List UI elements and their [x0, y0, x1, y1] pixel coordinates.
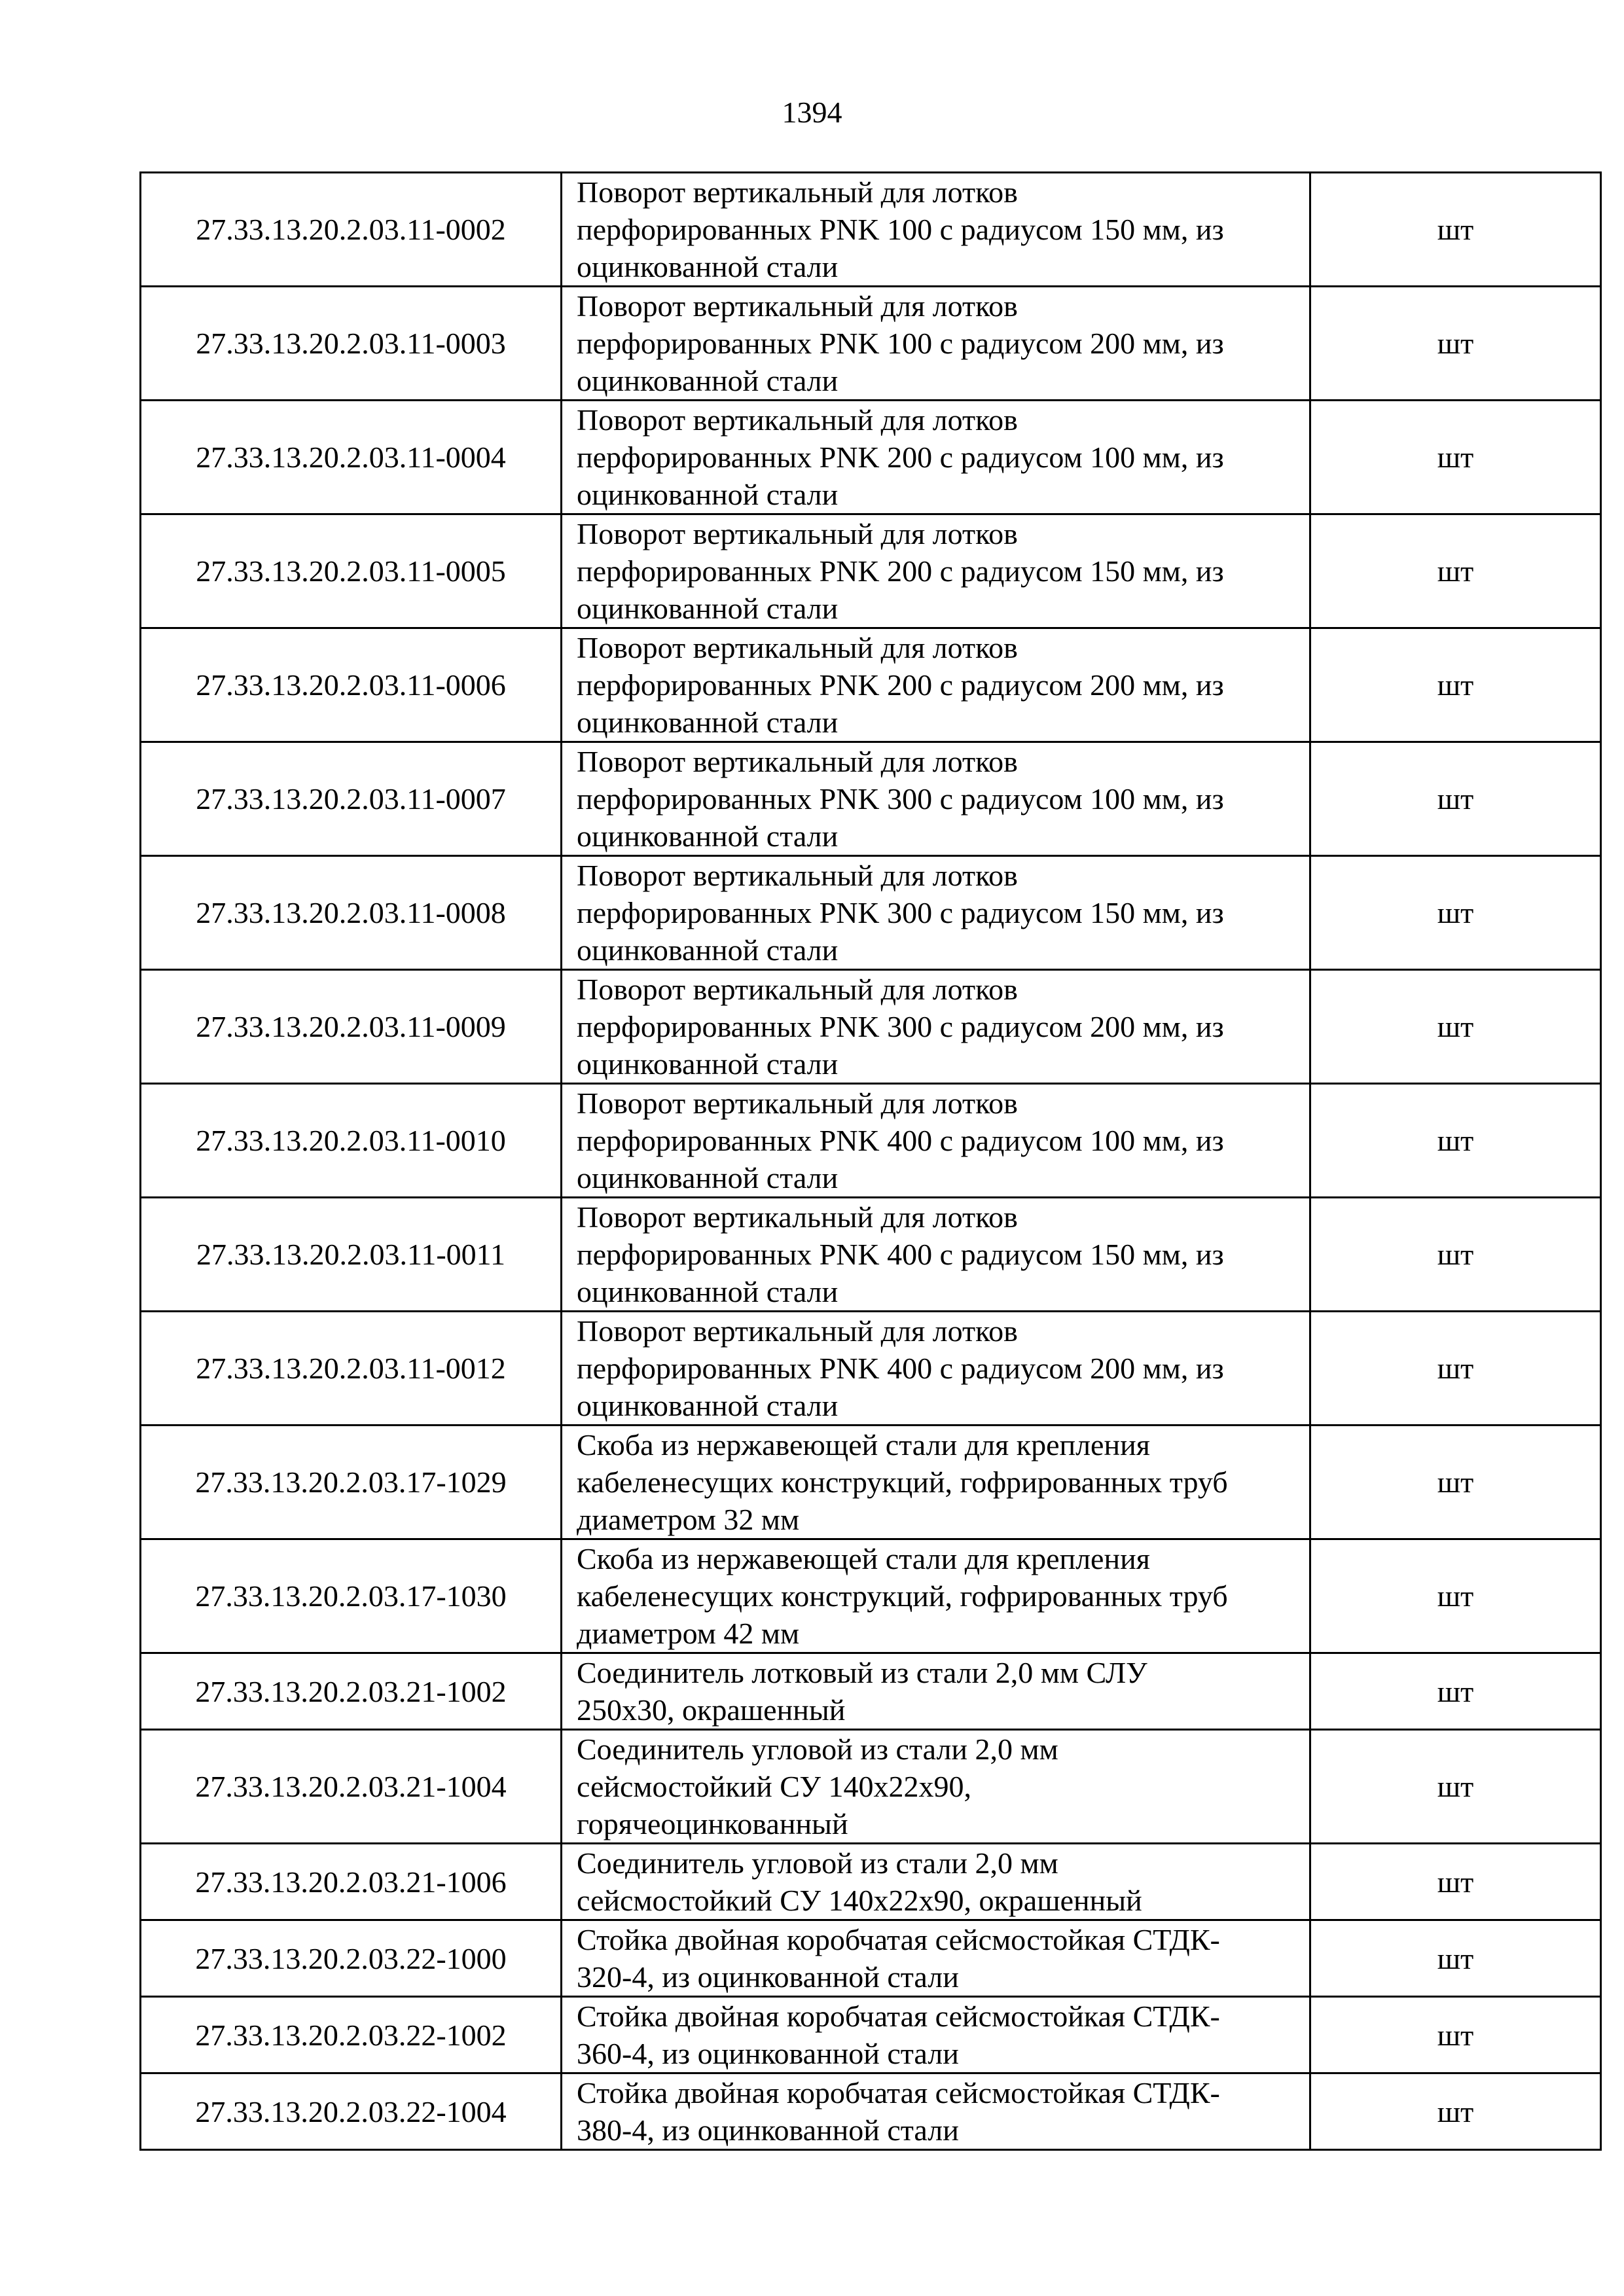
item-name-line: перфорированных PNK 100 с радиусом 200 мм, из: [577, 327, 1224, 360]
item-name-line: оцинкованной стали: [577, 478, 839, 511]
item-name-cell: [562, 1539, 1310, 1653]
item-name-line: диаметром 32 мм: [577, 1503, 800, 1536]
item-code-cell: 27.33.13.20.2.03.17-1029: [141, 1426, 562, 1539]
item-name-line: перфорированных PNK 100 с радиусом 150 мм, из: [577, 213, 1224, 246]
item-code-cell: 27.33.13.20.2.03.22-1004: [141, 2073, 562, 2150]
item-code-cell: 27.33.13.20.2.03.11-0007: [141, 742, 562, 856]
item-code-cell: 27.33.13.20.2.03.17-1030: [141, 1539, 562, 1653]
item-name-line: Стойка двойная коробчатая сейсмостойкая СТДК-: [577, 2000, 1220, 2033]
item-unit-cell: шт: [1310, 1539, 1601, 1653]
item-name-line: оцинкованной стали: [577, 250, 839, 283]
item-unit-cell: шт: [1310, 1426, 1601, 1539]
item-unit-cell: шт: [1310, 1844, 1601, 1920]
item-name-cell: [562, 2073, 1310, 2150]
item-unit-cell: шт: [1310, 1084, 1601, 1198]
table-row: [141, 1539, 1601, 1653]
item-name-cell: [562, 1844, 1310, 1920]
item-unit-cell: шт: [1310, 742, 1601, 856]
item-name-cell: [562, 1997, 1310, 2073]
item-name-line: перфорированных PNK 200 с радиусом 100 мм, из: [577, 440, 1224, 474]
table-row: [141, 742, 1601, 856]
table-row: [141, 514, 1601, 628]
table-row: [141, 287, 1601, 401]
item-unit-cell: шт: [1310, 287, 1601, 401]
item-name-line: горячеоцинкованный: [577, 1807, 848, 1840]
table-row: [141, 856, 1601, 970]
table-row: [141, 628, 1601, 742]
item-unit-cell: шт: [1310, 970, 1601, 1084]
item-code-cell: 27.33.13.20.2.03.11-0006: [141, 628, 562, 742]
item-unit-cell: шт: [1310, 856, 1601, 970]
item-code-cell: 27.33.13.20.2.03.11-0008: [141, 856, 562, 970]
item-name-line: 250x30, окрашенный: [577, 1693, 846, 1727]
items-table-body: [141, 173, 1601, 2150]
item-name-line: оцинкованной стали: [577, 1047, 839, 1081]
item-name-cell: [562, 970, 1310, 1084]
item-name-line: Поворот вертикальный для лотков: [577, 1086, 1018, 1120]
table-row: [141, 1997, 1601, 2073]
item-name-line: Поворот вертикальный для лотков: [577, 175, 1018, 209]
item-code-cell: 27.33.13.20.2.03.22-1000: [141, 1920, 562, 1997]
item-unit-cell: шт: [1310, 173, 1601, 287]
item-name-line: перфорированных PNK 300 с радиусом 100 мм, из: [577, 782, 1224, 816]
item-name-line: оцинкованной стали: [577, 706, 839, 739]
item-code-cell: 27.33.13.20.2.03.11-0003: [141, 287, 562, 401]
items-table: [139, 171, 1602, 2151]
item-name-line: перфорированных PNK 200 с радиусом 150 мм, из: [577, 554, 1224, 588]
item-name-line: Соединитель угловой из стали 2,0 мм: [577, 1732, 1058, 1766]
item-name-line: Поворот вертикальный для лотков: [577, 745, 1018, 778]
item-name-line: сейсмостойкий СУ 140x22x90,: [577, 1770, 971, 1803]
item-name-line: Соединитель лотковый из стали 2,0 мм СЛУ: [577, 1656, 1147, 1689]
item-name-line: оцинкованной стали: [577, 592, 839, 625]
item-name-line: перфорированных PNK 400 с радиусом 100 мм, из: [577, 1124, 1224, 1157]
item-name-line: Соединитель угловой из стали 2,0 мм: [577, 1846, 1058, 1880]
item-code-cell: 27.33.13.20.2.03.21-1002: [141, 1653, 562, 1730]
item-name-line: 320-4, из оцинкованной стали: [577, 1960, 959, 1994]
item-code-cell: 27.33.13.20.2.03.11-0011: [141, 1198, 562, 1312]
table-row: [141, 1844, 1601, 1920]
item-name-line: оцинкованной стали: [577, 933, 839, 967]
item-name-cell: [562, 173, 1310, 287]
table-row: [141, 970, 1601, 1084]
item-code-cell: 27.33.13.20.2.03.11-0010: [141, 1084, 562, 1198]
item-code-cell: 27.33.13.20.2.03.11-0004: [141, 401, 562, 514]
item-code-cell: 27.33.13.20.2.03.11-0002: [141, 173, 562, 287]
item-name-line: Скоба из нержавеющей стали для крепления: [577, 1542, 1150, 1575]
item-unit-cell: шт: [1310, 1730, 1601, 1844]
item-name-cell: [562, 628, 1310, 742]
table-row: [141, 1653, 1601, 1730]
item-code-cell: 27.33.13.20.2.03.11-0009: [141, 970, 562, 1084]
item-name-cell: [562, 742, 1310, 856]
table-row: [141, 1198, 1601, 1312]
item-code-cell: 27.33.13.20.2.03.21-1006: [141, 1844, 562, 1920]
item-name-cell: [562, 1084, 1310, 1198]
item-name-line: оцинкованной стали: [577, 364, 839, 397]
table-row: [141, 401, 1601, 514]
page-number: 1394: [782, 96, 842, 129]
item-name-line: Поворот вертикальный для лотков: [577, 517, 1018, 550]
item-name-line: Поворот вертикальный для лотков: [577, 289, 1018, 323]
item-name-line: Поворот вертикальный для лотков: [577, 859, 1018, 892]
item-name-line: Поворот вертикальный для лотков: [577, 631, 1018, 664]
item-name-cell: [562, 856, 1310, 970]
table-row: [141, 1312, 1601, 1426]
item-code-cell: 27.33.13.20.2.03.22-1002: [141, 1997, 562, 2073]
item-code-cell: 27.33.13.20.2.03.11-0012: [141, 1312, 562, 1426]
item-name-line: диаметром 42 мм: [577, 1617, 800, 1650]
item-unit-cell: шт: [1310, 1312, 1601, 1426]
table-row: [141, 1426, 1601, 1539]
item-name-line: Стойка двойная коробчатая сейсмостойкая СТДК-: [577, 2076, 1220, 2109]
item-name-line: 380-4, из оцинкованной стали: [577, 2113, 959, 2147]
item-name-line: оцинкованной стали: [577, 1389, 839, 1422]
item-unit-cell: шт: [1310, 1997, 1601, 2073]
table-row: [141, 173, 1601, 287]
item-name-cell: [562, 1653, 1310, 1730]
item-name-cell: [562, 1198, 1310, 1312]
item-name-line: перфорированных PNK 300 с радиусом 200 мм, из: [577, 1010, 1224, 1043]
item-name-line: сейсмостойкий СУ 140x22x90, окрашенный: [577, 1884, 1142, 1917]
item-name-line: оцинкованной стали: [577, 1275, 839, 1308]
item-name-cell: [562, 287, 1310, 401]
item-name-line: Скоба из нержавеющей стали для крепления: [577, 1428, 1150, 1462]
table-row: [141, 1920, 1601, 1997]
item-name-cell: [562, 1730, 1310, 1844]
item-name-cell: [562, 514, 1310, 628]
table-row: [141, 2073, 1601, 2150]
item-name-line: перфорированных PNK 200 с радиусом 200 мм, из: [577, 668, 1224, 702]
item-name-line: Поворот вертикальный для лотков: [577, 403, 1018, 437]
item-unit-cell: шт: [1310, 401, 1601, 514]
item-unit-cell: шт: [1310, 1198, 1601, 1312]
item-name-cell: [562, 1920, 1310, 1997]
item-name-line: перфорированных PNK 400 с радиусом 150 мм, из: [577, 1238, 1224, 1271]
item-name-line: перфорированных PNK 400 с радиусом 200 мм, из: [577, 1352, 1224, 1385]
item-name-cell: [562, 1426, 1310, 1539]
item-code-cell: 27.33.13.20.2.03.21-1004: [141, 1730, 562, 1844]
item-unit-cell: шт: [1310, 628, 1601, 742]
item-unit-cell: шт: [1310, 514, 1601, 628]
item-name-cell: [562, 401, 1310, 514]
item-name-line: кабеленесущих конструкций, гофрированных труб: [577, 1465, 1228, 1499]
item-name-line: оцинкованной стали: [577, 1161, 839, 1194]
table-row: [141, 1730, 1601, 1844]
table-row: [141, 1084, 1601, 1198]
item-unit-cell: шт: [1310, 1920, 1601, 1997]
item-name-line: Поворот вертикальный для лотков: [577, 1314, 1018, 1348]
item-name-line: Поворот вертикальный для лотков: [577, 973, 1018, 1006]
item-name-line: Поворот вертикальный для лотков: [577, 1200, 1018, 1234]
item-name-cell: [562, 1312, 1310, 1426]
item-name-line: перфорированных PNK 300 с радиусом 150 мм, из: [577, 896, 1224, 929]
item-name-line: Стойка двойная коробчатая сейсмостойкая СТДК-: [577, 1923, 1220, 1956]
item-unit-cell: шт: [1310, 2073, 1601, 2150]
item-name-line: кабеленесущих конструкций, гофрированных труб: [577, 1579, 1228, 1613]
item-code-cell: 27.33.13.20.2.03.11-0005: [141, 514, 562, 628]
item-name-line: 360-4, из оцинкованной стали: [577, 2037, 959, 2070]
item-name-line: оцинкованной стали: [577, 819, 839, 853]
item-unit-cell: шт: [1310, 1653, 1601, 1730]
